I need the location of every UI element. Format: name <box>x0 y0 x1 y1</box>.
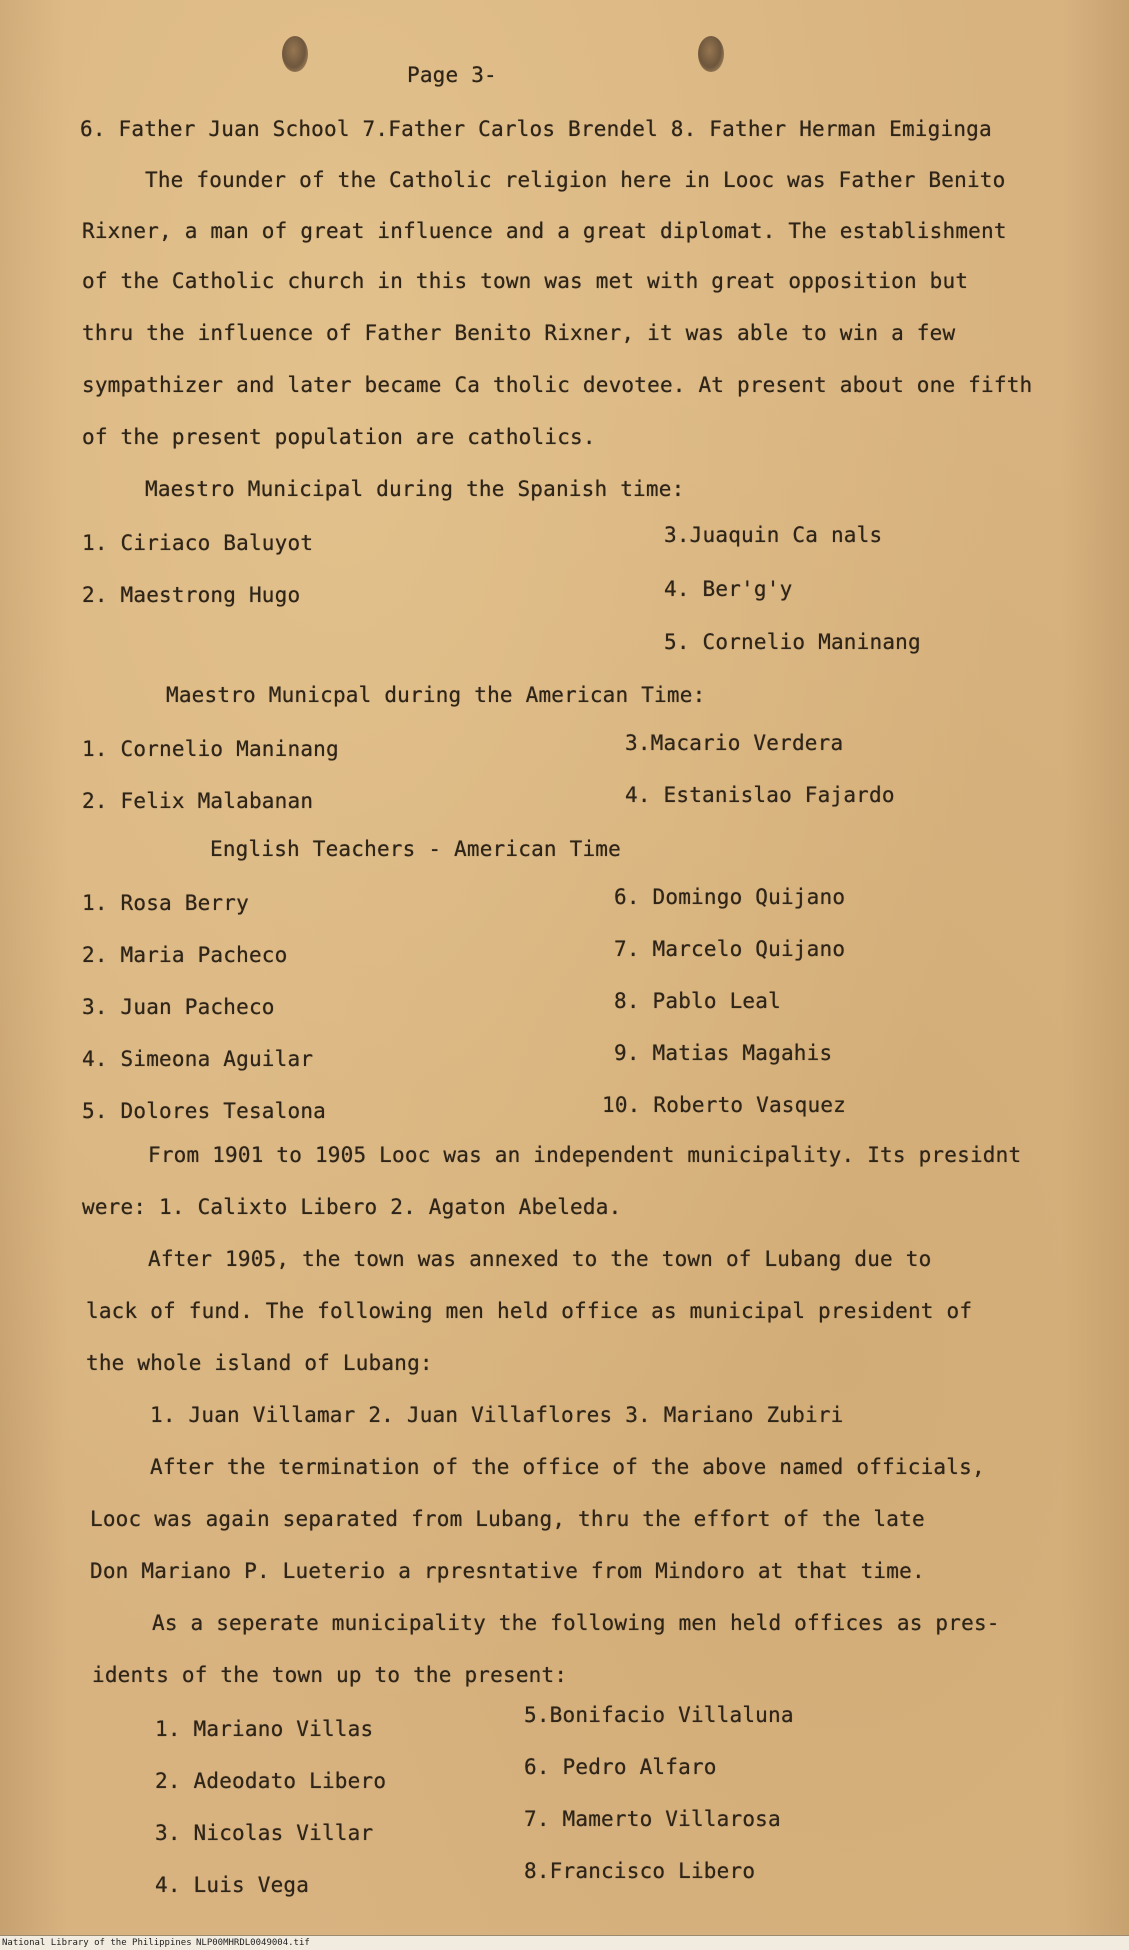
list-item: 7. Marcelo Quijano <box>614 937 846 961</box>
text-line: thru the influence of Father Benito Rixner, it was able to win a few <box>82 321 956 345</box>
list-item: 1. Cornelio Maninang <box>82 737 339 761</box>
list-item: 1. Mariano Villas <box>155 1717 374 1741</box>
list-item: 1. Rosa Berry <box>82 891 249 915</box>
text-line: 1. Juan Villamar 2. Juan Villaflores 3. Mariano Zubiri <box>150 1403 844 1427</box>
list-item: 2. Maria Pacheco <box>82 943 288 967</box>
text-line: 6. Father Juan School 7.Father Carlos Brendel 8. Father Herman Emiginga <box>80 117 992 141</box>
text-line: After 1905, the town was annexed to the town of Lubang due to <box>148 1247 932 1271</box>
text-line: were: 1. Calixto Libero 2. Agaton Abeleda. <box>82 1195 622 1219</box>
list-item: 9. Matias Magahis <box>614 1041 833 1065</box>
list-item: 4. Luis Vega <box>155 1873 310 1897</box>
text-line: The founder of the Catholic religion here in Looc was Father Benito <box>145 168 1006 192</box>
list-item: 3. Nicolas Villar <box>155 1821 374 1845</box>
list-item: 4. Simeona Aguilar <box>82 1047 314 1071</box>
text-line: Rixner, a man of great influence and a great diplomat. The establishment <box>82 219 1007 243</box>
text-line: From 1901 to 1905 Looc was an independent municipality. Its presidnt <box>148 1143 1022 1167</box>
list-item: 5. Dolores Tesalona <box>82 1099 327 1123</box>
list-item: 8.Francisco Libero <box>524 1859 756 1883</box>
list-item: 1. Ciriaco Baluyot <box>82 531 314 555</box>
list-item: 3.Juaquin Ca nals <box>664 523 883 547</box>
text-line: the whole island of Lubang: <box>86 1351 433 1375</box>
text-line: of the present population are catholics. <box>82 425 596 449</box>
list-item: 8. Pablo Leal <box>614 989 781 1013</box>
text-line: Don Mariano P. Lueterio a rpresntative from Mindoro at that time. <box>90 1559 925 1583</box>
binding-hole-left <box>282 36 308 72</box>
list-item: 6. Domingo Quijano <box>614 885 846 909</box>
list-item: 4. Estanislao Fajardo <box>625 783 895 807</box>
binding-hole-right <box>698 36 724 72</box>
list-item: 3. Juan Pacheco <box>82 995 275 1019</box>
section-heading: Maestro Municipal during the Spanish time: <box>145 477 685 501</box>
section-heading: Maestro Municpal during the American Time: <box>166 683 706 707</box>
footer-filename: NLP00MHRDL0049004.tif <box>196 1938 310 1948</box>
list-item: 2. Maestrong Hugo <box>82 583 301 607</box>
text-line: Looc was again separated from Lubang, thru the effort of the late <box>90 1507 925 1531</box>
text-line: After the termination of the office of the above named officials, <box>150 1455 985 1479</box>
text-line: As a seperate municipality the following men held offices as pres- <box>152 1611 1000 1635</box>
text-line: sympathizer and later became Ca tholic devotee. At present about one fifth <box>82 373 1033 397</box>
footer-source: National Library of the Philippines <box>2 1938 192 1948</box>
list-item: 10. Roberto Vasquez <box>602 1093 847 1117</box>
text-line: lack of fund. The following men held office as municipal president of <box>86 1299 973 1323</box>
list-item: 7. Mamerto Villarosa <box>524 1807 781 1831</box>
text-line: idents of the town up to the present: <box>92 1663 568 1687</box>
list-item: 3.Macario Verdera <box>625 731 844 755</box>
list-item: 5. Cornelio Maninang <box>664 630 921 654</box>
text-line: of the Catholic church in this town was met with great opposition but <box>82 269 969 293</box>
list-item: 6. Pedro Alfaro <box>524 1755 717 1779</box>
list-item: 2. Adeodato Libero <box>155 1769 387 1793</box>
section-heading: English Teachers - American Time <box>210 837 621 861</box>
list-item: 2. Felix Malabanan <box>82 789 314 813</box>
list-item: 5.Bonifacio Villaluna <box>524 1703 794 1727</box>
page-label: Page 3- <box>407 63 497 87</box>
list-item: 4. Ber'g'y <box>664 577 793 601</box>
